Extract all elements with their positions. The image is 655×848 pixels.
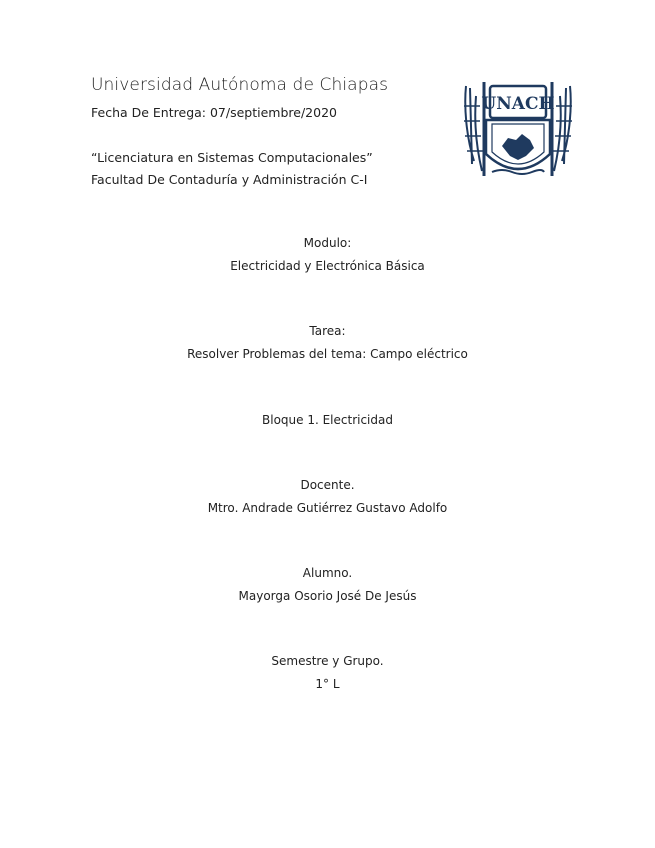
alumno-section bbox=[0, 562, 655, 608]
grupo-section bbox=[0, 650, 655, 696]
modulo-value: Electricidad y Electrónica Básica bbox=[230, 259, 425, 273]
modulo-section bbox=[0, 232, 655, 278]
delivery-date: Fecha De Entrega: 07/septiembre/2020 bbox=[91, 105, 337, 120]
docente-label: Docente. bbox=[300, 478, 355, 492]
bloque-value: Bloque 1. Electricidad bbox=[262, 413, 393, 427]
faculty-name: Facultad De Contaduría y Administración C-I bbox=[91, 172, 368, 187]
tarea-label: Tarea: bbox=[309, 324, 346, 338]
grupo-value: 1° L bbox=[315, 677, 340, 691]
logo-text: UNACH bbox=[481, 94, 555, 114]
university-title: Universidad Autónoma de Chiapas bbox=[91, 75, 389, 95]
program-name: “Licenciatura en Sistemas Computacionales” bbox=[91, 150, 373, 165]
unach-emblem-icon bbox=[462, 76, 574, 186]
docente-section bbox=[0, 474, 655, 520]
alumno-value: Mayorga Osorio José De Jesús bbox=[238, 589, 417, 603]
docente-value: Mtro. Andrade Gutiérrez Gustavo Adolfo bbox=[207, 501, 448, 515]
grupo-label: Semestre y Grupo. bbox=[271, 654, 384, 668]
bloque-section bbox=[0, 409, 655, 432]
modulo-label: Modulo: bbox=[303, 236, 352, 250]
tarea-section bbox=[0, 320, 655, 366]
alumno-label: Alumno. bbox=[302, 566, 353, 580]
tarea-value: Resolver Problemas del tema: Campo eléctrico bbox=[187, 347, 468, 361]
